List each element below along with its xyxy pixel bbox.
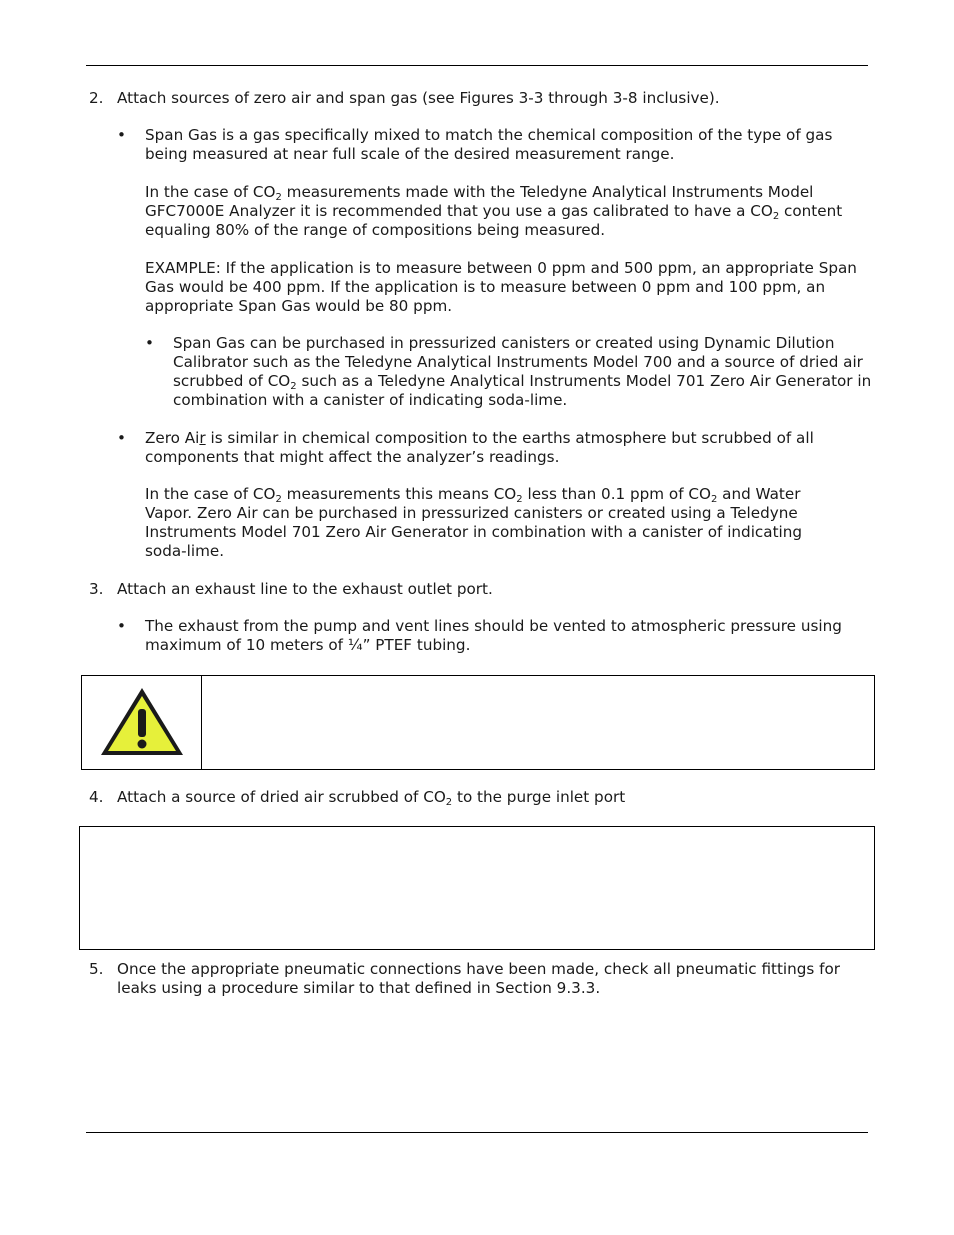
bullet-span-gas-purchase: • — [145, 334, 154, 352]
warning-icon-cell — [82, 676, 202, 769]
step-3-text: Attach an exhaust line to the exhaust outlet port. — [117, 580, 493, 598]
zero-air-definition: Zero Air is similar in chemical composition to the earths atmosphere but scrubbed of all components that might affect the analyzer’s readings. — [145, 429, 814, 466]
step-5-number: 5. — [89, 960, 104, 978]
bullet-span-gas: • — [117, 126, 126, 144]
note-box — [79, 826, 875, 950]
span-gas-definition: Span Gas is a gas specifically mixed to match the chemical composition of the type of gas being measured at near full scale of the desired measurement range. — [145, 126, 833, 163]
zero-air-details: In the case of $CO_2$ measurements this means $CO_2$ less than 0.1 ppm of $CO_2$ and Water Vapor. Zero Air can be purchased in pressurized canisters or created using a Teledyne Instruments Model 701 Zero Air Generator in combination with a canister of indicating soda-lime. — [145, 485, 803, 560]
span-gas-recommendation: In the case of $CO_2$ measurements made with the Teledyne Analytical Instruments Model GFC7000E Analyzer it is recommended that you use a gas calibrated to have a $CO_2$ content equaling 80% of the range of compositions being measured. — [145, 183, 843, 239]
bullet-exhaust: • — [117, 617, 126, 635]
step-4-text: Attach a source of dried air scrubbed of $CO_2$ to the purge inlet port — [117, 788, 626, 808]
step-3-number: 3. — [89, 580, 104, 598]
step-2-text: Attach sources of zero air and span gas (see Figures 3-3 through 3-8 inclusive). — [117, 89, 720, 107]
footer-rule — [86, 1132, 868, 1133]
step-4-number: 4. — [89, 788, 104, 806]
exhaust-text: The exhaust from the pump and vent lines should be vented to atmospheric pressure using maximum of 10 meters of ¼” PTEF tubing. — [145, 617, 842, 654]
warning-box — [81, 675, 875, 770]
step-5-text: Once the appropriate pneumatic connections have been made, check all pneumatic fittings for leaks using a procedure similar to that defined in Section 9.3.3. — [117, 960, 841, 997]
step-2-number: 2. — [89, 89, 104, 107]
span-gas-example: EXAMPLE: If the application is to measure between 0 ppm and 500 ppm, an appropriate Span Gas would be 400 ppm. If the application is to measure between 0 ppm and 100 ppm, an appropriate Span Gas would be 80 ppm. — [145, 259, 857, 315]
bullet-zero-air: • — [117, 429, 126, 447]
header-rule — [86, 65, 868, 66]
warning-triangle-icon — [97, 684, 187, 760]
span-gas-purchase: Span Gas can be purchased in pressurized canisters or created using Dynamic Dilution Calibrator such as the Teledyne Analytical Instruments Model 700 and a source of dried air scrubbed of $CO_2$ such as a Teledyne Analytical Instruments Model 701 Zero Air Generator in combination with a canister of indicating soda-lime. — [173, 334, 872, 409]
